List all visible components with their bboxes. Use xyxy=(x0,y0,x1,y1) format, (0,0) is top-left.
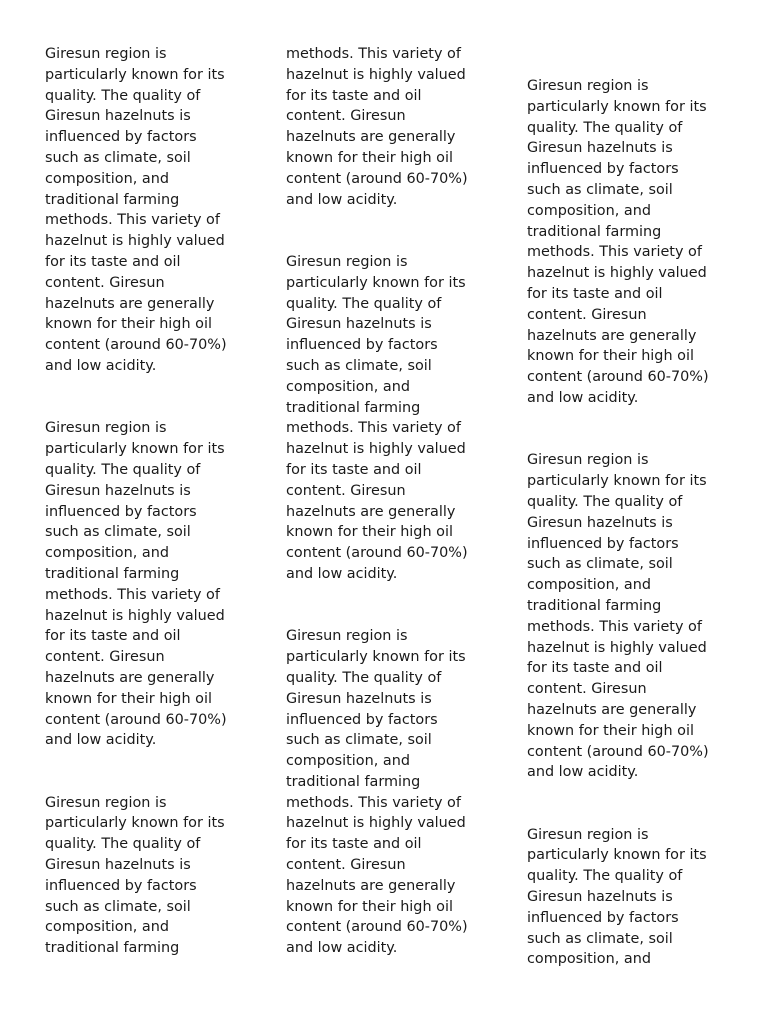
text-line: Giresun region is xyxy=(45,794,167,811)
text-line: content. Giresun xyxy=(527,306,647,323)
text-line: traditional farming xyxy=(45,565,180,582)
text-line: hazelnuts are generally xyxy=(45,295,215,312)
text-line: known for their high oil xyxy=(45,316,212,333)
text-line: Giresun region is xyxy=(527,452,649,469)
text-column-2 xyxy=(286,44,486,959)
text-line: composition, and xyxy=(286,378,410,395)
text-line: methods. This variety of xyxy=(45,212,220,229)
text-line: methods. This variety of xyxy=(45,586,220,603)
text-line: for its taste and oil xyxy=(45,628,181,645)
text-line: known for their high oil xyxy=(286,898,453,915)
text-line: hazelnuts are generally xyxy=(286,877,456,894)
blank-line xyxy=(45,377,245,398)
blank-line xyxy=(527,430,727,451)
text-line: for its taste and oil xyxy=(286,87,422,104)
text-line: influenced by factors xyxy=(45,877,197,894)
text-line: particularly known for its xyxy=(286,274,466,291)
blank-line xyxy=(286,585,486,606)
text-line: content. Giresun xyxy=(527,681,647,698)
text-line: hazelnut is highly valued xyxy=(286,815,466,832)
text-line: methods. This variety of xyxy=(527,618,702,635)
text-line: Giresun hazelnuts is xyxy=(527,140,673,157)
text-line: Giresun hazelnuts is xyxy=(45,108,191,125)
text-line: content (around 60-70%) xyxy=(45,337,227,354)
text-line: quality. The quality of xyxy=(286,295,442,312)
text-line: and low acidity. xyxy=(527,764,639,781)
text-line: for its taste and oil xyxy=(527,285,663,302)
text-line: content. Giresun xyxy=(286,857,406,874)
text-line: influenced by factors xyxy=(527,161,679,178)
text-line: Giresun hazelnuts is xyxy=(286,316,432,333)
text-line: particularly known for its xyxy=(45,815,225,832)
text-line: and low acidity. xyxy=(286,565,398,582)
text-line: content (around 60-70%) xyxy=(286,919,468,936)
text-line: content. Giresun xyxy=(45,274,165,291)
text-line: such as climate, soil xyxy=(45,898,191,915)
text-line: for its taste and oil xyxy=(286,836,422,853)
blank-line xyxy=(286,231,486,252)
text-line: Giresun region is xyxy=(45,46,167,62)
text-line: particularly known for its xyxy=(286,649,466,666)
text-line: content. Giresun xyxy=(45,649,165,666)
text-column-3 xyxy=(527,76,727,970)
blank-line xyxy=(286,606,486,627)
text-line: content (around 60-70%) xyxy=(286,170,468,187)
text-line: for its taste and oil xyxy=(527,660,663,677)
text-line: methods. This variety of xyxy=(286,794,461,811)
text-column-1 xyxy=(45,44,245,959)
text-line: and low acidity. xyxy=(527,389,639,406)
text-line: hazelnut is highly valued xyxy=(527,639,707,656)
text-line: known for their high oil xyxy=(286,524,453,541)
text-line: hazelnuts are generally xyxy=(286,503,456,520)
text-line: hazelnuts are generally xyxy=(527,701,697,718)
text-line: quality. The quality of xyxy=(286,669,442,686)
text-line: Giresun region is xyxy=(527,826,649,843)
text-line: influenced by factors xyxy=(286,337,438,354)
text-line: influenced by factors xyxy=(527,909,679,926)
text-line: traditional farming xyxy=(527,223,662,240)
text-line: traditional farming xyxy=(286,773,421,790)
text-line: and low acidity. xyxy=(286,191,398,208)
text-line: Giresun hazelnuts is xyxy=(45,482,191,499)
text-line: methods. This variety of xyxy=(286,46,461,62)
blank-line xyxy=(45,772,245,793)
text-line: known for their high oil xyxy=(286,149,453,166)
text-line: methods. This variety of xyxy=(286,420,461,437)
blank-line xyxy=(45,751,245,772)
text-line: quality. The quality of xyxy=(45,87,201,104)
text-line: hazelnut is highly valued xyxy=(286,66,466,83)
text-line: hazelnut is highly valued xyxy=(527,265,707,282)
text-line: hazelnut is highly valued xyxy=(286,441,466,458)
text-line: quality. The quality of xyxy=(527,119,683,136)
text-line: content. Giresun xyxy=(286,482,406,499)
text-line: traditional farming xyxy=(286,399,421,416)
text-line: composition, and xyxy=(286,753,410,770)
text-line: particularly known for its xyxy=(527,473,707,490)
text-line: traditional farming xyxy=(45,940,180,957)
text-line: Giresun hazelnuts is xyxy=(45,857,191,874)
text-line: composition, and xyxy=(527,202,651,219)
text-line: hazelnut is highly valued xyxy=(45,607,225,624)
text-line: quality. The quality of xyxy=(45,836,201,853)
text-line: composition, and xyxy=(45,919,169,936)
text-line: influenced by factors xyxy=(286,711,438,728)
text-line: Giresun region is xyxy=(45,420,167,437)
text-line: such as climate, soil xyxy=(527,556,673,573)
text-line: composition, and xyxy=(527,951,651,968)
text-line: Giresun region is xyxy=(286,253,408,270)
text-line: methods. This variety of xyxy=(527,244,702,261)
text-line: known for their high oil xyxy=(45,690,212,707)
text-line: particularly known for its xyxy=(45,441,225,458)
blank-line xyxy=(527,804,727,825)
blank-line xyxy=(286,210,486,231)
text-line: for its taste and oil xyxy=(45,253,181,270)
blank-line xyxy=(527,783,727,804)
text-line: particularly known for its xyxy=(527,847,707,864)
text-line: such as climate, soil xyxy=(527,930,673,947)
text-line: composition, and xyxy=(45,545,169,562)
text-line: composition, and xyxy=(45,170,169,187)
text-line: influenced by factors xyxy=(527,535,679,552)
text-line: Giresun hazelnuts is xyxy=(527,889,673,906)
text-line: Giresun hazelnuts is xyxy=(527,514,673,531)
text-line: quality. The quality of xyxy=(527,868,683,885)
text-line: Giresun hazelnuts is xyxy=(286,690,432,707)
text-line: content (around 60-70%) xyxy=(527,743,709,760)
text-line: content. Giresun xyxy=(286,108,406,125)
text-line: such as climate, soil xyxy=(527,181,673,198)
text-line: composition, and xyxy=(527,577,651,594)
text-line: content (around 60-70%) xyxy=(527,369,709,386)
text-line: hazelnuts are generally xyxy=(286,129,456,146)
text-line: such as climate, soil xyxy=(45,149,191,166)
text-line: hazelnuts are generally xyxy=(527,327,697,344)
text-line: quality. The quality of xyxy=(527,493,683,510)
text-line: and low acidity. xyxy=(45,732,157,749)
text-line: Giresun region is xyxy=(286,628,408,645)
text-line: and low acidity. xyxy=(286,940,398,957)
text-line: hazelnut is highly valued xyxy=(45,233,225,250)
text-line: traditional farming xyxy=(45,191,180,208)
text-line: content (around 60-70%) xyxy=(45,711,227,728)
text-line: for its taste and oil xyxy=(286,461,422,478)
text-line: influenced by factors xyxy=(45,129,197,146)
text-line: hazelnuts are generally xyxy=(45,669,215,686)
text-line: known for their high oil xyxy=(527,348,694,365)
text-line: and low acidity. xyxy=(45,357,157,374)
text-line: influenced by factors xyxy=(45,503,197,520)
text-line: such as climate, soil xyxy=(286,357,432,374)
text-line: Giresun region is xyxy=(527,78,649,94)
text-line: particularly known for its xyxy=(527,98,707,115)
blank-line xyxy=(45,398,245,419)
text-line: such as climate, soil xyxy=(286,732,432,749)
text-line: known for their high oil xyxy=(527,722,694,739)
text-line: particularly known for its xyxy=(45,66,225,83)
text-line: content (around 60-70%) xyxy=(286,545,468,562)
text-line: traditional farming xyxy=(527,597,662,614)
blank-line xyxy=(527,409,727,430)
text-line: quality. The quality of xyxy=(45,461,201,478)
text-line: such as climate, soil xyxy=(45,524,191,541)
